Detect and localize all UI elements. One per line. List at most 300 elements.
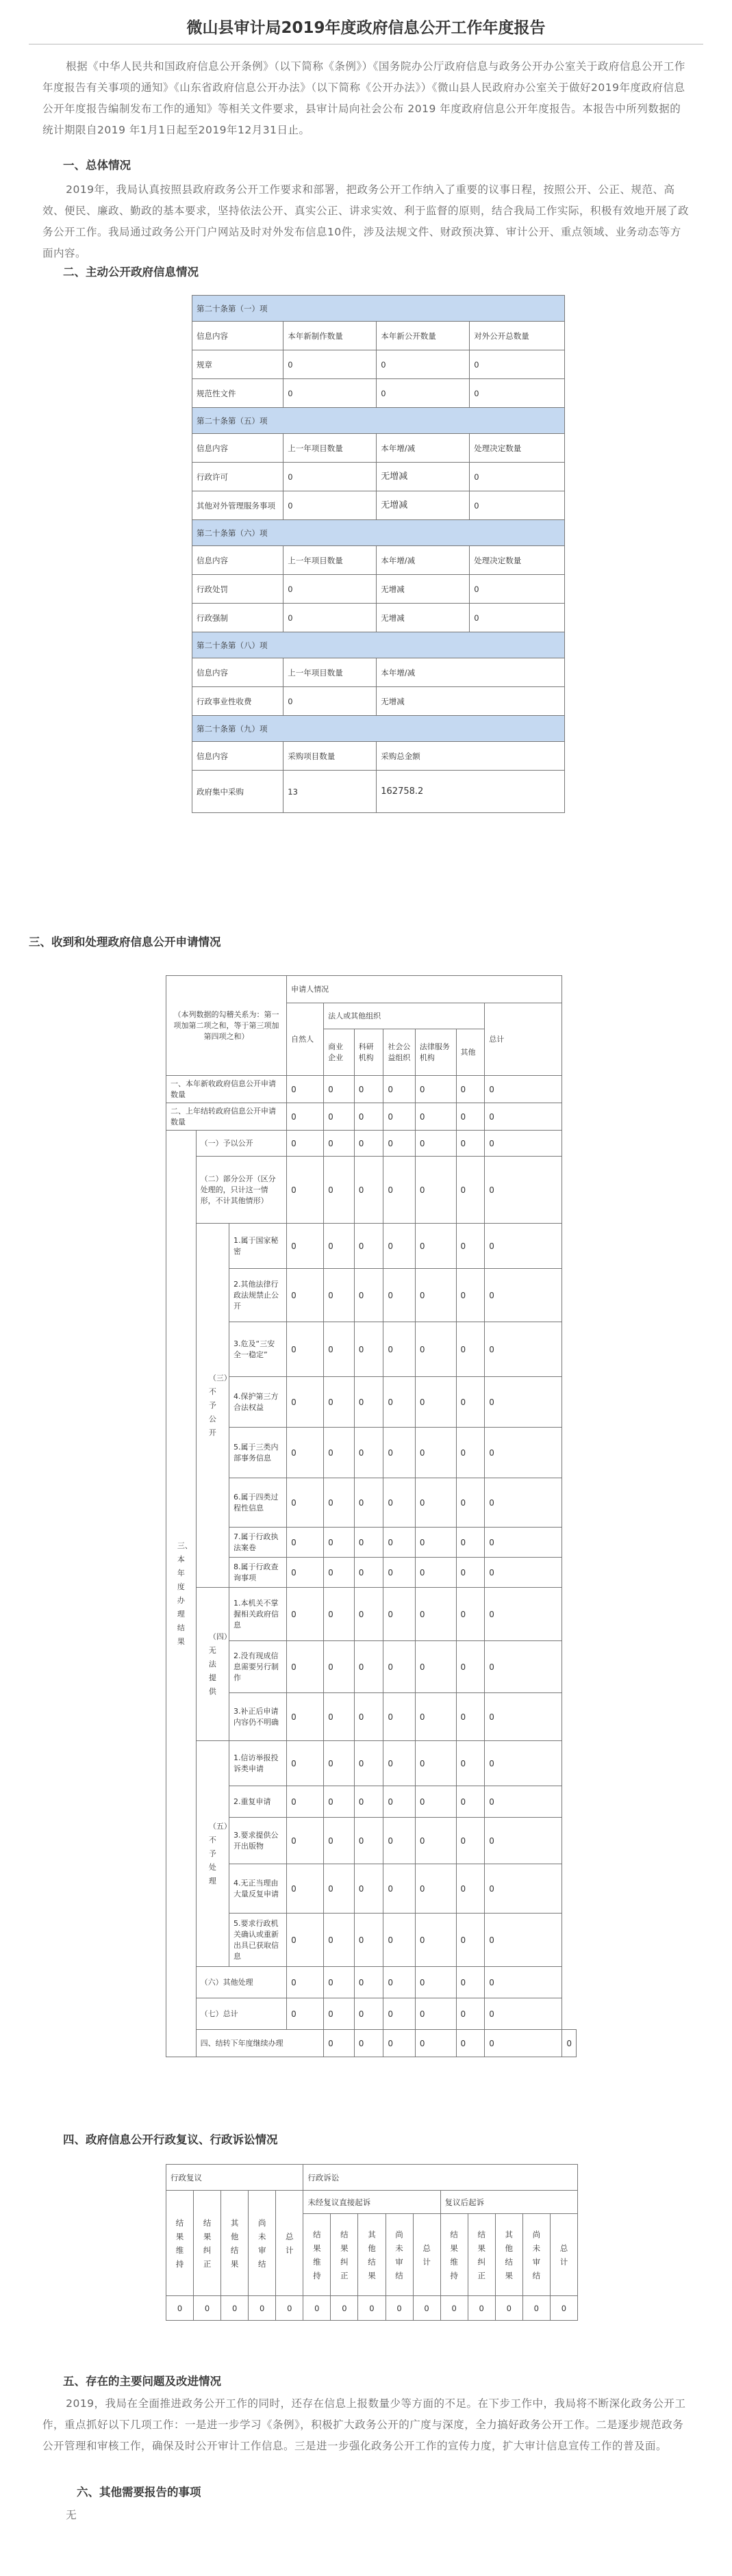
row-label: （一）予以公开 [196,1131,286,1157]
table-cell: 0 [485,1818,562,1864]
table-cell: 0 [324,1864,355,1914]
table-cell: 0 [470,379,565,408]
table-row [166,1741,577,1786]
table-header-cell: 信息内容 [192,322,283,350]
row-label: 6.属于四类过程性信息 [229,1478,287,1528]
table-cell: 0 [485,1076,562,1103]
table-header-cell: 采购总金额 [377,742,565,771]
table-cell: 0 [287,1224,324,1269]
table-cell: 0 [354,1269,383,1322]
table-cell: 0 [354,1377,383,1428]
table-cell: 0 [415,1998,456,2030]
table-cell: 0 [354,1967,383,1998]
table-cell: 0 [287,1864,324,1914]
table-cell: 0 [354,1864,383,1914]
table-row [166,1588,577,1641]
after-col-header: 其他结果 [495,2214,522,2296]
table-cell: 0 [324,1558,355,1588]
table-cell: 0 [470,604,565,632]
table-cell: 0 [354,1103,383,1131]
table-cell: 0 [287,1818,324,1864]
table-cell: 0 [415,1428,456,1478]
after-col-header: 结果纠正 [468,2214,495,2296]
table-cell: 0 [383,1103,415,1131]
table-cell: 0 [383,1478,415,1528]
table-cell: 0 [415,1322,456,1377]
table-cell: 0 [485,1131,562,1157]
row-label: 8.属于行政查询事项 [229,1558,287,1588]
table-cell: 无增减 [377,491,470,520]
table-cell: 0 [383,1157,415,1224]
table-row [166,1076,577,1103]
applicant-header: 申请人情况 [287,976,562,1003]
row-label: 2.重复申请 [229,1786,287,1818]
table-cell: 0 [485,2030,562,2057]
table-cell: 0 [324,1157,355,1224]
row-label: 2.其他法律行政法规禁止公开 [229,1269,287,1322]
table-cell: 0 [456,1377,485,1428]
table-cell: 0 [383,1641,415,1693]
table-cell: 0 [415,1967,456,1998]
after-col-header: 结果维持 [440,2214,468,2296]
table-cell: 0 [358,2296,386,2321]
table-cell: 0 [287,1269,324,1322]
table-cell: 0 [485,1998,562,2030]
table-cell: 0 [440,2296,468,2321]
section6-heading: 六、其他需要报告的事项 [77,2486,201,2499]
table-cell: 无增减 [377,687,565,716]
table-cell: 0 [456,1076,485,1103]
table-cell: 0 [324,1131,355,1157]
table-cell: 0 [287,1786,324,1818]
table-cell: 0 [324,1914,355,1967]
section1-body: 2019年，我局认真按照县政府政务公开工作要求和部署，把政务公开工作纳入了重要的议事日程，按照公开、公正、规范、高效、便民、廉政、勤政的基本要求，坚持依法公开、真实公正、讲求实效、利于监督的原则，结合我局工作实际，积极有效地开展了政务公开工作。我局通过政务公开门户网站及时对外发布信息10件，涉及法规文件、财政预决算、审计公开、重点领域、业务动态等方面内容。 [42,183,690,259]
table-row [166,1131,577,1157]
table-cell: 0 [354,1131,383,1157]
table-cell: 0 [456,1131,485,1157]
table-cell: 0 [485,1558,562,1588]
table-cell: 0 [386,2296,413,2321]
review-col-header: 总计 [276,2191,303,2296]
table-cell: 0 [283,350,377,379]
table-cell: 0 [456,1103,485,1131]
table-header-cell: 上一年项目数量 [283,434,377,463]
org-col-header: 其他 [456,1029,485,1076]
table-cell: 0 [354,1641,383,1693]
table-cell: 0 [283,687,377,716]
section3-heading: 三、收到和处理政府信息公开申请情况 [29,936,221,949]
table-cell: 0 [485,1967,562,1998]
row-label: 2.没有现成信息需要另行制作 [229,1641,287,1693]
table-header-cell: 信息内容 [192,742,283,771]
table-cell: 0 [354,1076,383,1103]
table-cell: 0 [485,1528,562,1558]
table-header-cell: 本年新制作数量 [283,322,377,350]
table-cell: 0 [456,1864,485,1914]
org-col-header: 科研机构 [354,1029,383,1076]
table-cell: 0 [324,1478,355,1528]
table-cell: 0 [550,2296,577,2321]
row-label: 四、结转下年度继续办理 [196,2030,323,2057]
table-cell: 0 [166,2296,194,2321]
table-cell: 0 [470,463,565,491]
table-cell: 0 [354,1528,383,1558]
table-header-cell: 处理决定数量 [470,434,565,463]
table-cell: 0 [562,2030,577,2057]
table-header-cell: 本年增/减 [377,434,470,463]
table-row-label: 行政事业性收费 [192,687,283,716]
table-cell: 0 [485,1428,562,1478]
table-cell: 0 [485,1588,562,1641]
legal-person-header: 法人或其他组织 [324,1003,485,1029]
table-cell: 0 [324,1967,355,1998]
litigation-header: 行政诉讼 [303,2165,578,2191]
row-label: 一、本年新收政府信息公开申请数量 [166,1076,287,1103]
table-cell: 0 [415,1157,456,1224]
row-label: 4.无正当理由大量反复申请 [229,1864,287,1914]
table-cell: 0 [456,1641,485,1693]
table-cell: 0 [287,1428,324,1478]
block-a-title: 第二十条第（一）项 [192,296,565,322]
table-cell: 0 [456,1588,485,1641]
table-cell: 0 [485,1693,562,1741]
org-col-header: 社会公益组织 [383,1029,415,1076]
section5-heading: 五、存在的主要问题及改进情况 [63,2375,221,2388]
table-cell: 0 [287,1693,324,1741]
row-label: 5.属于三类内部事务信息 [229,1428,287,1478]
table-cell: 0 [324,1641,355,1693]
block-b-title: 第二十条第（五）项 [192,408,565,434]
corner-note: （本列数据的勾稽关系为：第一项加第二项之和，等于第三项加第四项之和） [166,976,287,1076]
table-cell: 0 [383,1269,415,1322]
table-cell: 0 [415,1558,456,1588]
table-header-cell: 本年新公开数量 [377,322,470,350]
table-header-cell: 上一年项目数量 [283,546,377,575]
table-cell: 0 [354,1558,383,1588]
table-cell: 0 [283,379,377,408]
table-cell: 0 [415,1103,456,1131]
table-cell: 0 [249,2296,276,2321]
table-cell: 无增减 [377,463,470,491]
table-row-label: 行政处罚 [192,575,283,604]
table-header-cell: 信息内容 [192,546,283,575]
table-cell: 0 [283,575,377,604]
section6-body: 无 [66,2509,77,2521]
table-row [166,1967,577,1998]
after-col-header: 尚未审结 [522,2214,550,2296]
table-cell: 0 [354,1322,383,1377]
table-cell: 0 [415,1864,456,1914]
table-cell: 0 [456,1224,485,1269]
table-cell: 0 [415,1693,456,1741]
table-cell: 0 [287,1741,324,1786]
table-header-cell: 处理决定数量 [470,546,565,575]
results-label: 三、本年度办理结果 [166,1131,197,2057]
table-cell: 0 [383,1693,415,1741]
table-cell: 0 [485,1478,562,1528]
table-cell: 0 [303,2296,331,2321]
table-cell: 0 [456,1269,485,1322]
table-cell: 0 [456,1528,485,1558]
table-cell: 0 [383,2030,415,2057]
table-cell: 0 [283,491,377,520]
section2-heading: 二、主动公开政府信息情况 [63,266,199,279]
direct-suit-header: 未经复议直接起诉 [303,2191,440,2214]
table-cell: 0 [324,1322,355,1377]
table-header-cell: 采购项目数量 [283,742,377,771]
table-cell: 0 [287,1641,324,1693]
table-cell: 0 [485,1103,562,1131]
table-cell: 0 [415,1528,456,1558]
block-d-title: 第二十条第（八）项 [192,632,565,658]
table-cell: 0 [415,1588,456,1641]
table-cell: 0 [324,1076,355,1103]
row-label: 5.要求行政机关确认或重新出具已获取信息 [229,1914,287,1967]
table-cell: 0 [485,1157,562,1224]
table-cell: 0 [485,1322,562,1377]
table-header-cell: 对外公开总数量 [470,322,565,350]
table-cell: 无增减 [377,575,470,604]
table-cell: 0 [287,1478,324,1528]
intro-paragraph: 根据《中华人民共和国政府信息公开条例》（以下简称《条例》）《国务院办公厅政府信息与政务公开办公室关于政府信息公开工作年度报告有关事项的通知》《山东省政府信息公开办法》（以下简称《公开办法》）《微山县人民政府办公室关于做好2019年度政府信息公开年度报告编制发布工作的通知》等相关文件要求，县审计局向社会公布 2019 年度政府信息公开年度报告。本报告中所列数据的统计期限自2019 年1月1日起至2019年12月31日止。 [42,60,685,136]
table-cell: 0 [383,1741,415,1786]
table-cell: 0 [221,2296,249,2321]
table-cell: 0 [415,1224,456,1269]
table-cell: 0 [287,1157,324,1224]
table-cell: 0 [354,1914,383,1967]
table-cell: 0 [354,1478,383,1528]
table-row [166,1103,577,1131]
table-cell: 0 [383,1076,415,1103]
direct-col-header: 尚未审结 [386,2214,413,2296]
table-cell: 0 [485,1864,562,1914]
table-cell: 0 [495,2296,522,2321]
table-cell: 0 [354,1741,383,1786]
table-cell: 0 [383,1864,415,1914]
proactive-disclosure-table [192,295,565,813]
table-cell: 0 [485,1377,562,1428]
table-cell: 0 [331,2296,358,2321]
table-cell: 13 [283,771,377,813]
direct-col-header: 其他结果 [358,2214,386,2296]
table-cell: 0 [324,2030,355,2057]
table-cell: 0 [415,1741,456,1786]
withheld-label: （三）不予公开 [196,1224,229,1588]
table-cell: 0 [456,1157,485,1224]
table-cell: 0 [485,1914,562,1967]
table-cell: 0 [324,1786,355,1818]
table-cell: 0 [383,1377,415,1428]
table-cell: 0 [377,379,470,408]
review-col-header: 其他结果 [221,2191,249,2296]
table-cell: 0 [287,1588,324,1641]
table-cell: 0 [354,1224,383,1269]
table-cell: 0 [283,604,377,632]
table-row-label: 行政强制 [192,604,283,632]
table-row [166,2030,577,2057]
table-row-label: 规章 [192,350,283,379]
table-row [166,1998,577,2030]
table-cell: 0 [354,1786,383,1818]
table-cell: 0 [415,1818,456,1864]
table-cell: 0 [383,1998,415,2030]
row-label: 1.信访举报投诉类申请 [229,1741,287,1786]
row-label: 7.属于行政执法案卷 [229,1528,287,1558]
table-cell: 0 [485,1641,562,1693]
table-cell: 0 [485,1786,562,1818]
table-cell: 0 [324,1741,355,1786]
table-cell: 0 [324,1269,355,1322]
review-col-header: 尚未审结 [249,2191,276,2296]
table-row-label: 其他对外管理服务事项 [192,491,283,520]
row-label: 3.危及“三安全一稳定” [229,1322,287,1377]
table-cell: 0 [287,1103,324,1131]
row-label: 二、上年结转政府信息公开申请数量 [166,1103,287,1131]
table-row [166,1157,577,1224]
table-cell: 0 [383,1224,415,1269]
total-header: 总计 [485,1003,562,1076]
table-cell: 0 [324,1588,355,1641]
table-cell: 0 [456,1693,485,1741]
table-cell: 0 [383,1967,415,1998]
table-cell: 0 [415,1131,456,1157]
row-label: 1.本机关不掌握相关政府信息 [229,1588,287,1641]
table-cell: 0 [324,1528,355,1558]
table-cell: 0 [456,1741,485,1786]
table-cell: 0 [354,2030,383,2057]
table-cell: 0 [415,1076,456,1103]
table-cell: 0 [377,350,470,379]
review-col-header: 结果纠正 [194,2191,221,2296]
table-cell: 0 [456,1818,485,1864]
org-col-header: 商业企业 [324,1029,355,1076]
section5-body: 2019，我局在全面推进政务公开工作的同时，还存在信息上报数量少等方面的不足。在下步工作中，我局将不断深化政务公开工作，重点抓好以下几项工作：一是进一步学习《条例》，积极扩大政务公开的广度与深度，全力搞好政务公开工作。二是逐步规范政务公开管理和审核工作，确保及时公开审计工作信息。三是进一步强化政务公开工作的宣传力度，扩大审计信息宣传工作的普及面。 [42,2397,686,2452]
table-cell: 0 [485,1269,562,1322]
row-label: 4.保护第三方合法权益 [229,1377,287,1428]
table-cell: 0 [354,1998,383,2030]
block-c-title: 第二十条第（六）项 [192,520,565,546]
table-cell: 0 [324,1103,355,1131]
table-cell: 0 [354,1588,383,1641]
table-header-cell: 信息内容 [192,434,283,463]
table-cell: 0 [456,1558,485,1588]
table-cell: 0 [415,1641,456,1693]
table-cell: 162758.2 [377,771,565,813]
table-cell: 0 [468,2296,495,2321]
table-cell: 0 [383,1428,415,1478]
table-cell: 0 [415,1478,456,1528]
table-cell: 0 [276,2296,303,2321]
table-cell: 0 [287,1322,324,1377]
review-col-header: 结果维持 [166,2191,194,2296]
table-cell: 0 [324,1693,355,1741]
table-cell: 0 [383,1528,415,1558]
table-row [166,1224,577,1269]
review-litigation-table [166,2164,578,2321]
table-cell: 0 [287,1914,324,1967]
table-cell: 0 [470,491,565,520]
table-cell: 0 [415,2030,456,2057]
table-cell: 0 [287,1558,324,1588]
direct-col-header: 总计 [413,2214,440,2296]
row-label: 1.属于国家秘密 [229,1224,287,1269]
table-row-label: 行政许可 [192,463,283,491]
table-cell: 0 [383,1131,415,1157]
table-cell: 0 [456,1786,485,1818]
table-cell: 0 [287,1131,324,1157]
section4-heading: 四、政府信息公开行政复议、行政诉讼情况 [63,2133,278,2146]
table-cell: 0 [456,2030,485,2057]
table-header-cell: 上一年项目数量 [283,658,377,687]
table-header-cell: 信息内容 [192,658,283,687]
table-cell: 0 [287,1967,324,1998]
table-cell: 0 [485,1741,562,1786]
table-cell: 0 [383,1588,415,1641]
table-header-cell: 本年增/减 [377,658,565,687]
table-cell: 0 [324,1224,355,1269]
row-label: 3.补正后申请内容仍不明确 [229,1693,287,1741]
table-row-label: 政府集中采购 [192,771,283,813]
table-cell: 0 [324,1998,355,2030]
table-cell: 0 [383,1914,415,1967]
table-cell: 0 [415,1269,456,1322]
table-cell: 0 [383,1322,415,1377]
table-cell: 0 [287,1528,324,1558]
table-cell: 0 [194,2296,221,2321]
table-cell: 0 [470,575,565,604]
table-cell: 0 [354,1693,383,1741]
section1-heading: 一、总体情况 [63,159,131,172]
table-cell: 0 [456,1428,485,1478]
table-cell: 0 [354,1428,383,1478]
table-cell: 0 [470,350,565,379]
table-cell: 0 [324,1377,355,1428]
table-cell: 0 [456,1967,485,1998]
table-cell: 无增减 [377,604,470,632]
not-processed-label: （五）不予处理 [196,1741,229,1967]
row-label: （二）部分公开（区分处理的，只计这一情形，不计其他情形） [196,1157,286,1224]
table-cell: 0 [383,1558,415,1588]
table-cell: 0 [287,1076,324,1103]
page-title: 微山县审计局2019年度政府信息公开工作年度报告 [186,19,546,37]
unable-label: （四）无法提供 [196,1588,229,1741]
table-cell: 0 [383,1818,415,1864]
table-cell: 0 [456,1478,485,1528]
table-cell: 0 [456,1914,485,1967]
table-cell: 0 [456,1998,485,2030]
direct-col-header: 结果纠正 [331,2214,358,2296]
table-cell: 0 [415,1914,456,1967]
table-cell: 0 [456,1322,485,1377]
table-cell: 0 [324,1428,355,1478]
direct-col-header: 结果维持 [303,2214,331,2296]
table-cell: 0 [287,1377,324,1428]
table-cell: 0 [283,463,377,491]
table-cell: 0 [485,1224,562,1269]
table-cell: 0 [383,1786,415,1818]
table-cell: 0 [415,1377,456,1428]
row-label: （六）其他处理 [196,1967,286,1998]
org-col-header: 法律服务机构 [415,1029,456,1076]
after-col-header: 总计 [550,2214,577,2296]
table-row-label: 规范性文件 [192,379,283,408]
table-header-cell: 本年增/减 [377,546,470,575]
table-cell: 0 [287,1998,324,2030]
table-cell: 0 [415,1786,456,1818]
table-cell: 0 [354,1157,383,1224]
table-cell: 0 [354,1818,383,1864]
review-header: 行政复议 [166,2165,303,2191]
